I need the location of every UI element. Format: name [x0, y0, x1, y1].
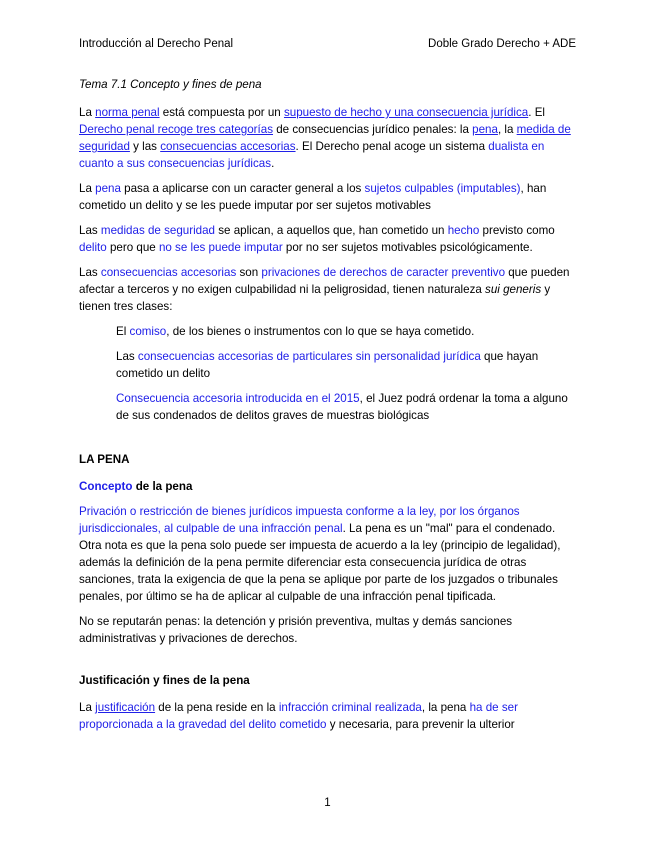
paragraph-no-penas: No se reputarán penas: la detención y prisión preventiva, multas y demás sanciones administrativas y privaciones de derechos. [79, 615, 513, 645]
paragraph-definicion: Privación o restricción de bienes jurídicos impuesta conforme a la ley, por los órganos jurisdiccionales, al culpable de una infracción penal. La pena es un "mal" para el condenado. Otra nota es que la pena solo puede ser impuesta de acuerdo a la ley (principio de legalidad), además la definición de la pena permite diferenciar esta consecuencia jurídica de otras sanciones, trata la exigencia de que la pena se aplique por parte de los juzgados o tribunales penales, por último se ha de aplicar al culpable de una infracción penal tipificada. [79, 505, 561, 603]
document-body [79, 76, 579, 741]
paragraph-medidas-seguridad: Las medidas de seguridad se aplican, a aquellos que, han cometido un hecho previsto como delito pero que no se les puede imputar por no ser sujetos motivables psicológicamente. [79, 224, 555, 254]
heading-la-pena: LA PENA [79, 453, 130, 466]
header-right: Doble Grado Derecho + ADE [428, 38, 576, 50]
paragraph-justificacion: La justificación de la pena reside en la infracción criminal realizada, la pena ha de ser proporcionada a la gravedad del delito cometido y necesaria, para prevenir la ulterior [79, 701, 518, 731]
list-item-comiso: El comiso, de los bienes o instrumentos con lo que se haya cometido. [116, 325, 475, 338]
page-number: 1 [324, 797, 331, 809]
paragraph-pena: La pena pasa a aplicarse con un caracter general a los sujetos culpables (imputables), han cometido un delito y se les puede imputar por ser sujetos motivables [79, 182, 547, 212]
heading-justificacion: Justificación y fines de la pena [79, 674, 250, 687]
list-item-particulares: Las consecuencias accesorias de particulares sin personalidad jurídica que hayan cometido un delito [116, 350, 539, 380]
list-item-2015: Consecuencia accesoria introducida en el 2015, el Juez podrá ordenar la toma a alguno de sus condenados de delitos graves de muestras biológicas [116, 392, 568, 422]
paragraph-consecuencias-accesorias: Las consecuencias accesorias son privaciones de derechos de caracter preventivo que pueden afectar a terceros y no exigen culpabilidad ni la peligrosidad, tienen naturaleza sui generis y tienen tres clases: [79, 266, 570, 313]
header-left: Introducción al Derecho Penal [79, 38, 234, 50]
section-title: Tema 7.1 Concepto y fines de pena [79, 78, 262, 91]
heading-concepto: Concepto de la pena [79, 480, 193, 493]
paragraph-norma-penal: La norma penal está compuesta por un supuesto de hecho y una consecuencia jurídica. El Derecho penal recoge tres categorías de consecuencias jurídico penales: la pena, la medida de seguridad y las consecuencias accesorias. El Derecho penal acoge un sistema dualista en cuanto a sus consecuencias jurídicas. [79, 106, 571, 170]
